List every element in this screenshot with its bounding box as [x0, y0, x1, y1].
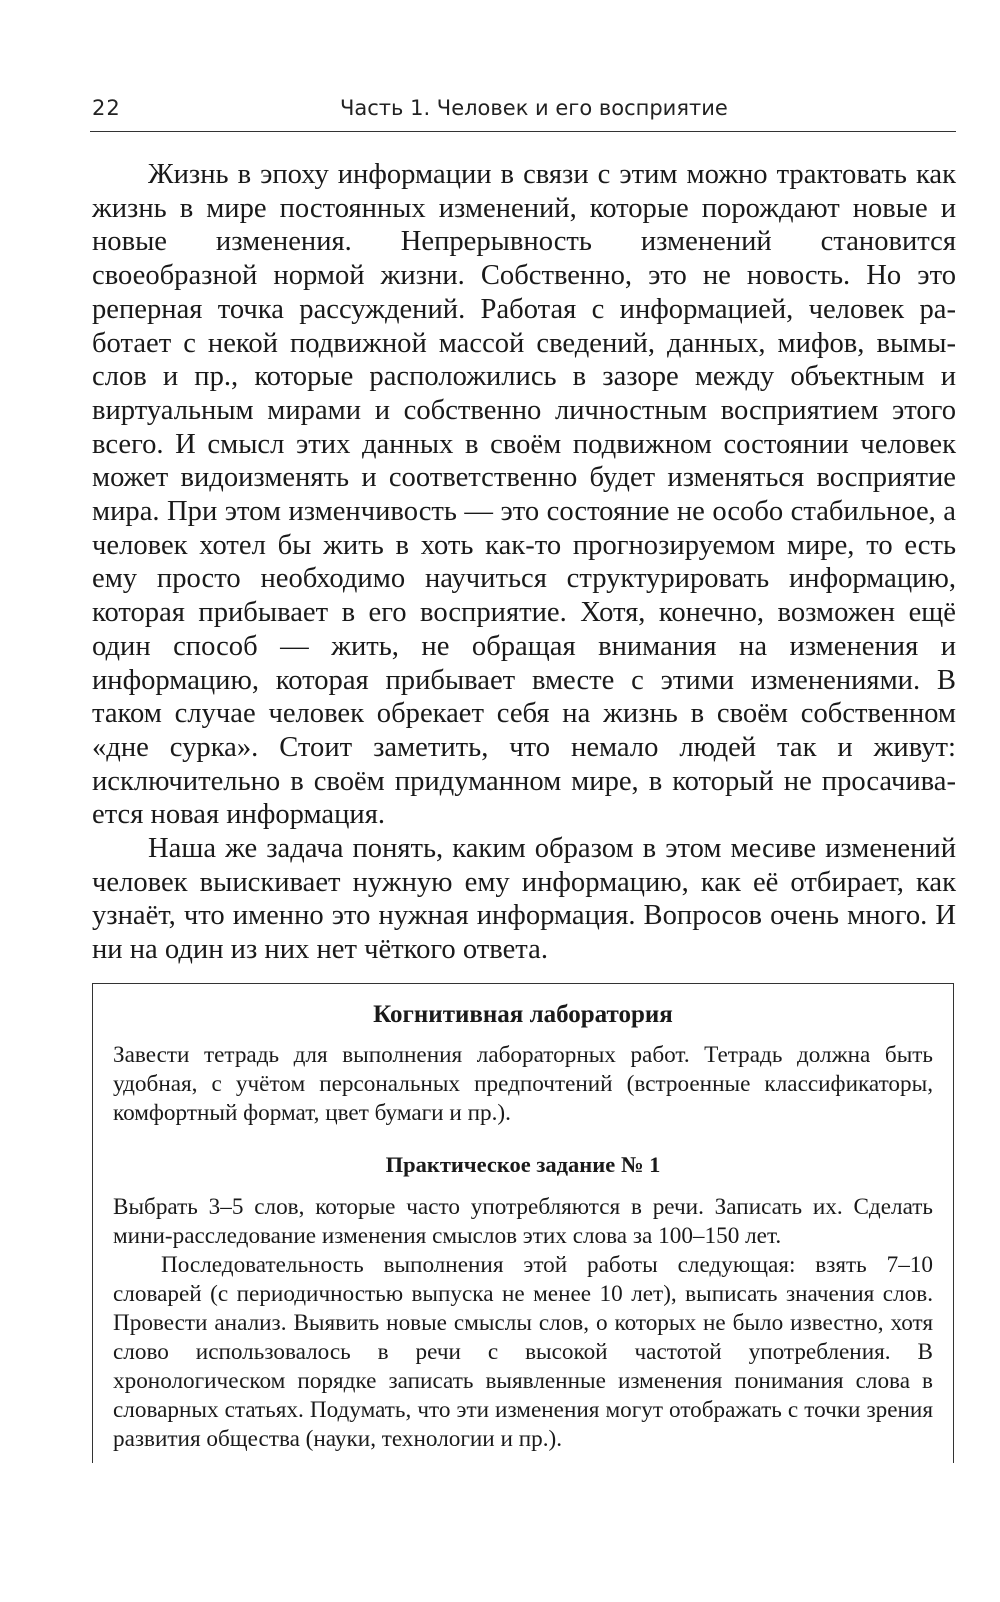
- cognitive-lab-box: [92, 983, 954, 1463]
- lab-box-content: [113, 1000, 933, 1454]
- main-text: [92, 158, 956, 967]
- practical-task-title: Практическое задание № 1: [385, 1152, 661, 1177]
- running-header: [92, 94, 952, 128]
- running-title: Часть 1. Человек и его восприятие: [340, 96, 728, 120]
- page-number: 22: [92, 96, 121, 120]
- practical-task-steps: Последовательность выполнения этой работы следующая: взять 7–10 словарей (с периодичностью выпуска не менее 10 лет), выписать значения слов. Провести анализ. Выявить новые смыслы слов, о которых не было известно, хотя слово использовалось в речи с высокой частотой употребления. В хронологическом порядке записать выявленные изменения понимания слова в словарных статьях. Подумать, что эти изменения могут отображать с точки зрения развития общества (науки, технологии и пр.).: [113, 1252, 933, 1452]
- paragraph: Жизнь в эпоху информации в связи с этим можно трактовать как жизнь в мире постоянных изменений, которые порождают новые и новые изменения. Непрерывность изменений становится своеобразной нормой жизни. Собственно, это не новость. Но это реперная точка рассуждений. Работая с информацией, человек работает с некой подвижной массой сведений, данных, мифов, вымыслов и пр., которые расположились в зазоре между объектным и виртуальным мирами и собственно личностным восприятием этого всего. И смысл этих данных в своём подвижном состоянии человек может видоизменять и соответственно будет изменяться восприятие мира. При этом изменчивость — это состояние не особо стабильное, а человек хотел бы жить в хоть как-то прогнозируемом мире, то есть ему просто необходимо научиться структурировать информацию, которая прибывает в его восприятие. Хотя, конечно, возможен ещё один способ — жить, не обращая внимания на изменения и информацию, которая прибывает вместе с этими изменениями. В таком случае человек обрекает себя на жизнь в своём собственном «дне сурка». Стоит заметить, что немало людей так и живут: исключительно в своём придуманном мире, в который не просачивается новая информация.: [92, 159, 956, 831]
- lab-box-title: Когнитивная лаборатория: [373, 1001, 673, 1028]
- header-rule: [90, 131, 956, 132]
- paragraph: Наша же задача понять, каким образом в этом месиве изменений человек выискивает нужную ему информацию, как её отбирает, как узнаёт, что именно это нужная информация. Вопросов очень много. И ни на один из них нет чёткого ответа.: [92, 833, 956, 966]
- lab-box-text: Завести тетрадь для выполнения лабораторных работ. Тетрадь должна быть удобная, с учётом персональных предпочтений (встроенные классификаторы, комфортный формат, цвет бумаги и пр.).: [113, 1042, 933, 1126]
- practical-task-text: Выбрать 3–5 слов, которые часто употребляются в речи. Записать их. Сделать мини-расследование изменения смыслов этих слова за 100–150 лет.: [113, 1194, 933, 1249]
